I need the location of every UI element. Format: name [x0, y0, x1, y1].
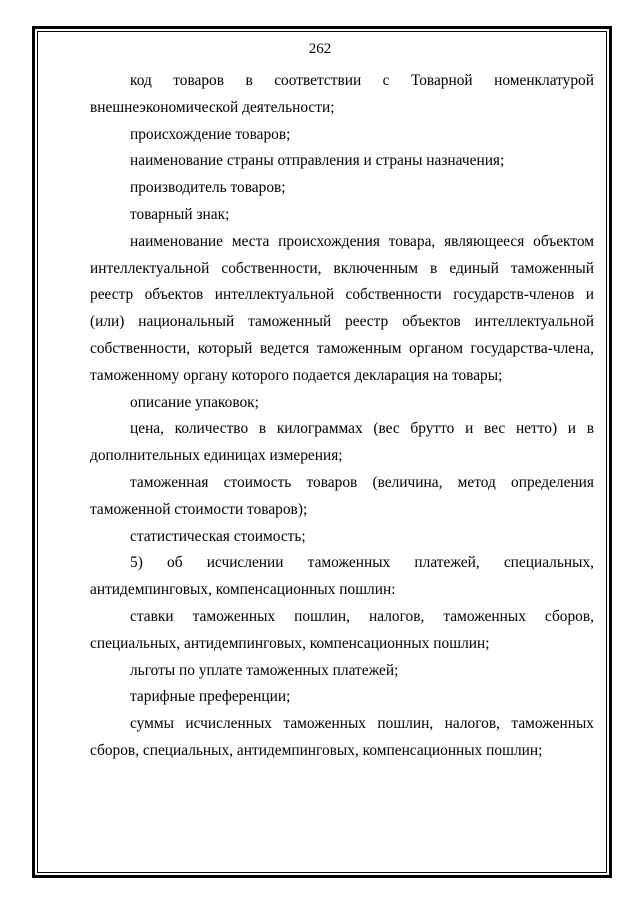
paragraph-payment-benefits: льготы по уплате таможенных платежей;: [130, 661, 399, 679]
page-number: 262: [308, 41, 332, 57]
paragraph-place-of-origin: наименование места происхождения товара, являющееся объектом интеллектуальной собственности, включенным в единый таможенный реестр объектов интеллектуальной собственности государств-членов и (или) национальный таможенный реестр объектов интеллектуальной собственности, который ведется таможенным органом государства-члена, таможенному органу которого подается декларация на товары;: [90, 232, 594, 384]
paragraph-statistical-value: статистическая стоимость;: [130, 527, 306, 545]
paragraph-payments-heading: 5) об исчислении таможенных платежей, специальных, антидемпинговых, компенсационных пошлин:: [90, 554, 594, 599]
paragraph-customs-value: таможенная стоимость товаров (величина, метод определения таможенной стоимости товаров);: [90, 473, 594, 518]
paragraph-price-quantity: цена, количество в килограммах (вес брутто и вес нетто) и в дополнительных единицах измерения;: [90, 420, 594, 465]
paragraph-commodity-code: код товаров в соответствии с Товарной номенклатурой внешнеэкономической деятельности;: [90, 72, 594, 116]
paragraph-packaging: описание упаковок;: [130, 393, 259, 411]
paragraph-manufacturer: производитель товаров;: [130, 179, 286, 197]
paragraph-origin: происхождение товаров;: [130, 125, 291, 143]
paragraph-calculated-amounts: суммы исчисленных таможенных пошлин, налогов, таможенных сборов, специальных, антидемпинговых, компенсационных пошлин;: [90, 715, 594, 759]
paragraph-duty-rates: ставки таможенных пошлин, налогов, таможенных сборов, специальных, антидемпинговых, компенсационных пошлин;: [90, 607, 594, 652]
document-body: [90, 68, 594, 765]
paragraph-countries: наименование страны отправления и страны назначения;: [130, 152, 505, 170]
paragraph-tariff-preferences: тарифные преференции;: [130, 688, 291, 706]
paragraph-trademark: товарный знак;: [130, 205, 230, 223]
